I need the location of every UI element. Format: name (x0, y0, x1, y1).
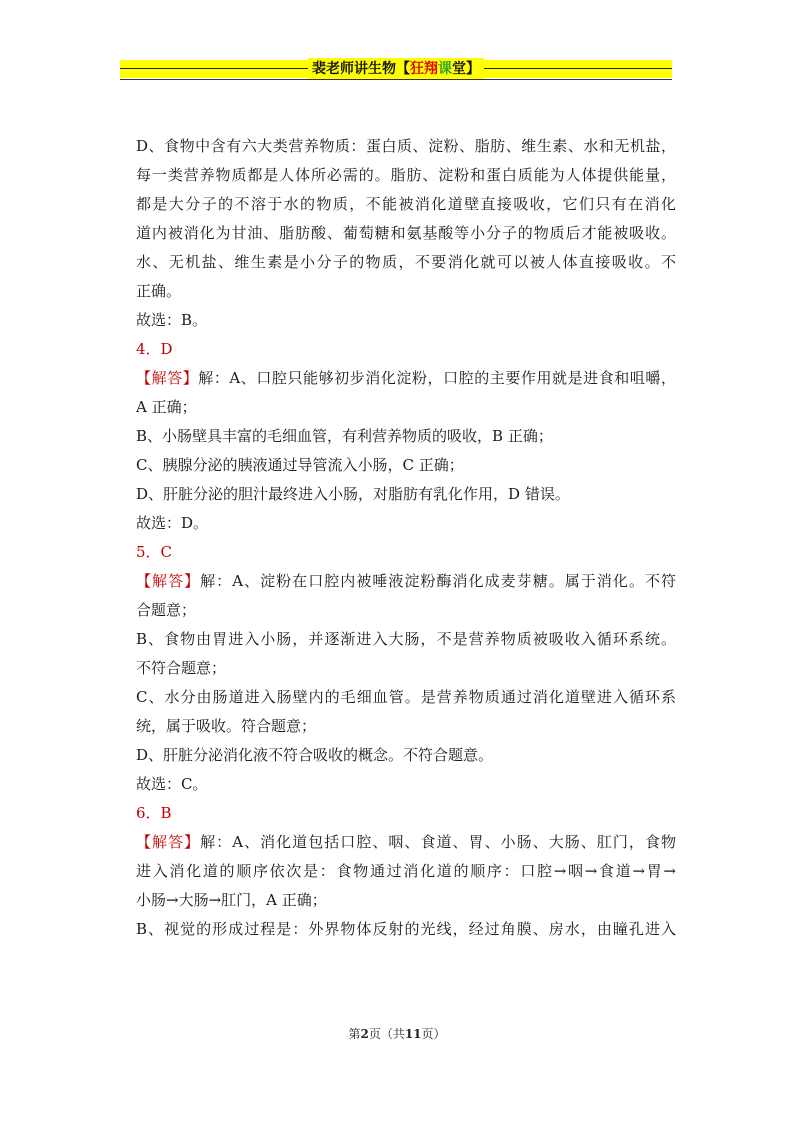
answer-key: 6．B (136, 804, 172, 822)
line-text: D、肝脏分泌消化液不符合吸收的概念。不符合题意。 (136, 746, 494, 764)
line-text: B、视觉的形成过程是：外界物体反射的光线，经过角膜、房水，由瞳孔进入 (136, 920, 676, 938)
text-line (136, 132, 676, 161)
text-line (136, 625, 676, 654)
line-text: 解：A、淀粉在口腔内被唾液淀粉酶消化成麦芽糖。属于消化。不符 (200, 572, 676, 590)
line-text: 故选：D。 (136, 514, 209, 532)
text-line (136, 770, 676, 799)
solution-tag: 【解答】 (136, 369, 199, 387)
question-number (136, 799, 676, 828)
line-text: 故选：C。 (136, 775, 208, 793)
text-line (136, 886, 676, 915)
text-line (136, 567, 676, 596)
line-text: 统，属于吸收。符合题意； (136, 717, 317, 735)
line-text: B、小肠壁具丰富的毛细血管，有利营养物质的吸收，B 正确； (136, 427, 553, 445)
line-text: 解：A、消化道包括口腔、咽、食道、胃、小肠、大肠、肛门，食物 (200, 833, 676, 851)
line-text: 每一类营养物质都是人体所必需的。脂肪、淀粉和蛋白质能为人体提供能量， (136, 166, 676, 184)
text-line (136, 219, 676, 248)
answer-body (136, 132, 676, 944)
line-text: 进入消化道的顺序依次是：食物通过消化道的顺序：口腔→咽→食道→胃→ (136, 862, 676, 880)
text-line (136, 828, 676, 857)
line-text: D、食物中含有六大类营养物质：蛋白质、淀粉、脂肪、维生素、水和无机盐， (136, 137, 676, 155)
line-text: 小肠→大肠→肛门，A 正确； (136, 891, 327, 909)
line-text: C、胰腺分泌的胰液通过导管流入小肠，C 正确； (136, 456, 464, 474)
text-line (136, 683, 676, 712)
text-line (136, 915, 676, 944)
text-line (136, 857, 676, 886)
line-text: 合题意； (136, 601, 197, 619)
text-line (136, 480, 676, 509)
answer-key: 5．C (136, 543, 173, 561)
page-header (120, 58, 672, 80)
text-line (136, 712, 676, 741)
text-line (136, 509, 676, 538)
solution-tag: 【解答】 (136, 833, 201, 851)
page-footer: 第2页（共11页） (348, 1027, 446, 1041)
line-text: 正确。 (136, 282, 182, 300)
header-rule (120, 79, 672, 80)
text-line (136, 161, 676, 190)
text-line (136, 306, 676, 335)
line-text: 解：A、口腔只能够初步消化淀粉，口腔的主要作用就是进食和咀嚼， (198, 369, 676, 387)
question-number (136, 538, 676, 567)
text-line (136, 248, 676, 277)
text-line (136, 654, 676, 683)
text-line (136, 741, 676, 770)
line-text: A 正确； (136, 398, 197, 416)
text-line (136, 451, 676, 480)
solution-tag: 【解答】 (136, 572, 201, 590)
line-text: 故选：B。 (136, 311, 208, 329)
answer-key: 4．D (136, 340, 173, 358)
text-line (136, 422, 676, 451)
line-text: 不符合题意； (136, 659, 227, 677)
line-text: B、食物由胃进入小肠，并逐渐进入大肠，不是营养物质被吸收入循环系统。 (136, 630, 676, 648)
text-line (136, 596, 676, 625)
text-line (136, 190, 676, 219)
line-text: 道内被消化为甘油、脂肪酸、葡萄糖和氨基酸等小分子的物质后才能被吸收。 (136, 224, 676, 242)
text-line (136, 364, 676, 393)
line-text: C、水分由肠道进入肠壁内的毛细血管。是营养物质通过消化道壁进入循环系 (136, 688, 676, 706)
text-line (136, 277, 676, 306)
line-text: D、肝脏分泌的胆汁最终进入小肠，对脂肪有乳化作用，D 错误。 (136, 485, 570, 503)
line-text: 水、无机盐、维生素是小分子的物质，不要消化就可以被人体直接吸收。不 (136, 253, 676, 271)
header-title: 裴老师讲生物【狂翔课堂】 (308, 58, 484, 80)
line-text: 都是大分子的不溶于水的物质，不能被消化道壁直接吸收，它们只有在消化 (136, 195, 676, 213)
question-number (136, 335, 676, 364)
text-line (136, 393, 676, 422)
